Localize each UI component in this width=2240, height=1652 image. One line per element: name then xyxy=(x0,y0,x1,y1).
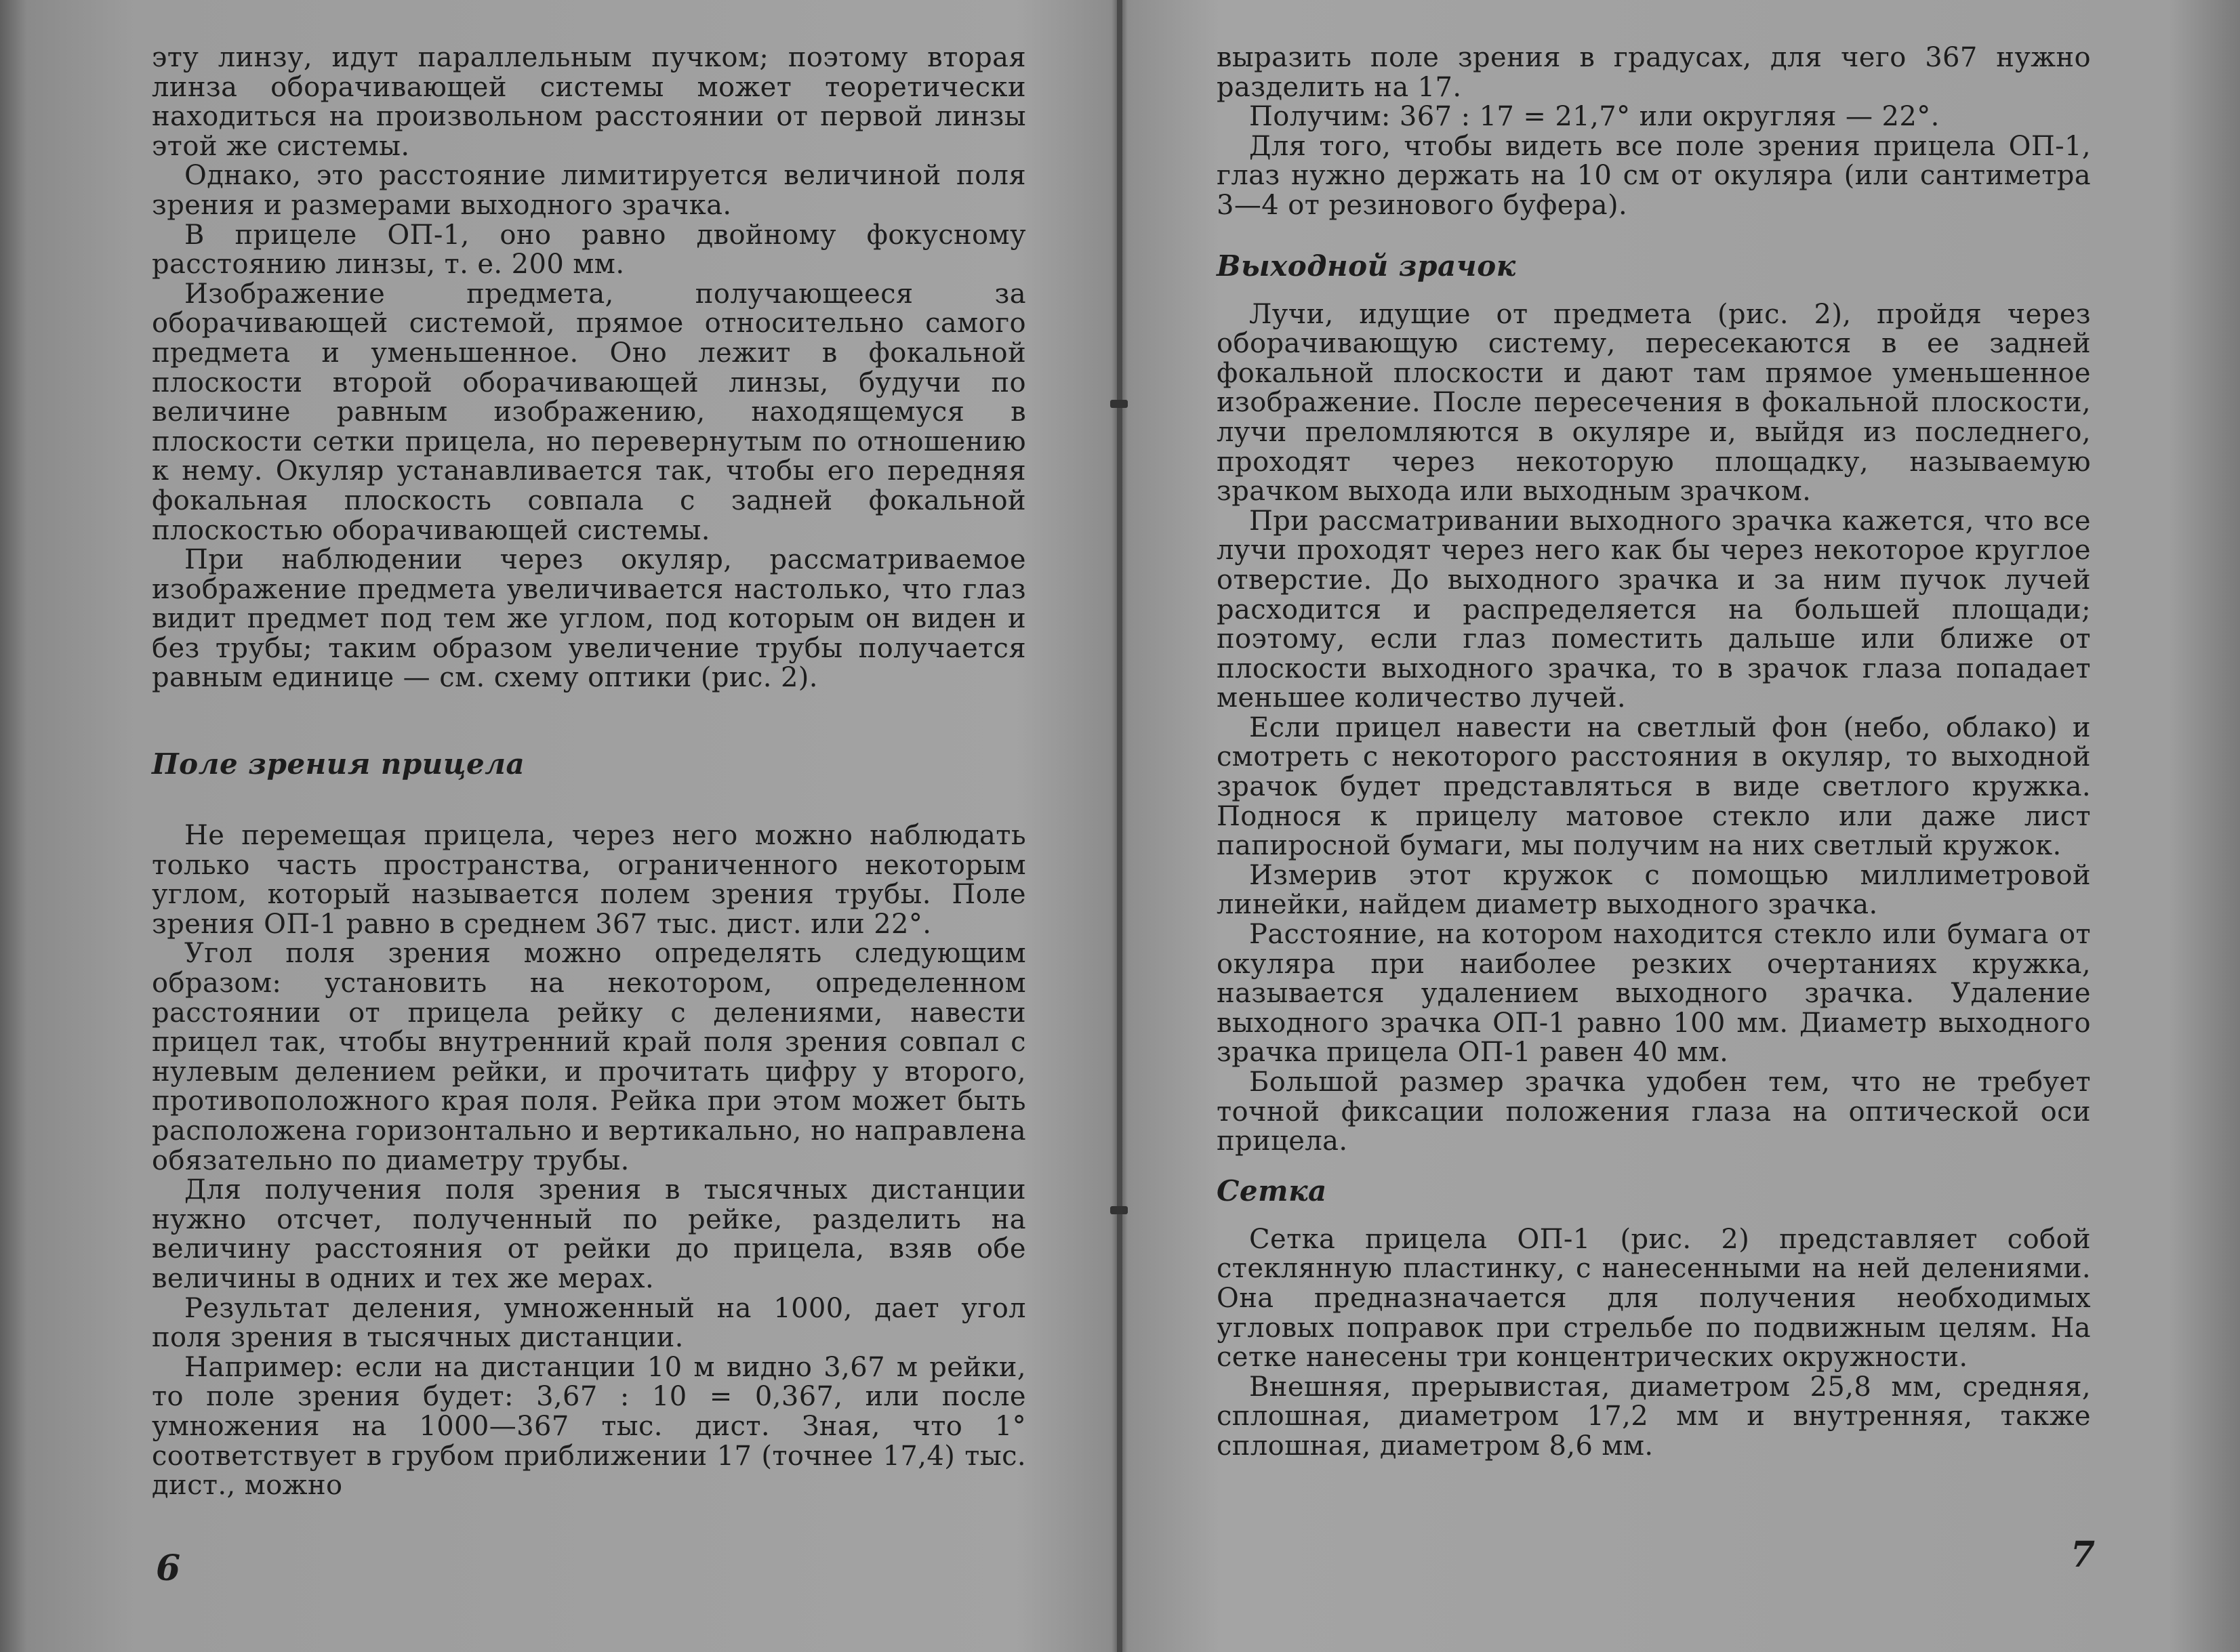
paragraph: Измерив этот кружок с помощью миллиметровой линейки, найдем диаметр выходного зрачка. xyxy=(1217,859,2091,921)
paragraph: Для получения поля зрения в тысячных дистанции нужно отсчет, полученный по рейке, разделить на величину расстояния от рейки до прицела, взяв обе величины в одних и тех же мерах. xyxy=(152,1174,1026,1294)
right-top-text xyxy=(1217,43,2091,221)
paragraph: Однако, это расстояние лимитируется величиной поля зрения и размерами выходного зрачка. xyxy=(152,160,1026,221)
left-section xyxy=(152,747,1026,1501)
paragraph: Расстояние, на котором находится стекло или бумага от окуляра при наиболее резких очертаниях кружка, называется удалением выходного зрачка. Удаление выходного зрачка ОП-1 равно 100 мм. Диаметр выходного зрачка прицела ОП-1 равен 40 мм. xyxy=(1217,919,2091,1069)
section-heading: Сетка xyxy=(1217,1174,1327,1207)
right-section-reticle xyxy=(1217,1174,2091,1462)
paragraph: Лучи, идущие от предмета (рис. 2), пройдя через оборачивающую систему, пересекаются в ее задней фокальной плоскости и дают там прямое уменьшенное изображение. После пересечения в фокальной плоскости, лучи преломляются в окуляре и, выйдя из последнего, проходят через некоторую площадку, называемую зрачком выхода или выходным зрачком. xyxy=(1217,298,2091,508)
paragraph: Для того, чтобы видеть все поле зрения прицела ОП-1, глаз нужно держать на 10 см от окуляра (или сантиметра 3—4 от резинового буфера). xyxy=(1217,130,2091,221)
page-number: 7 xyxy=(2070,1534,2095,1575)
paragraph: выразить поле зрения в градусах, для чего 367 нужно разделить на 17. xyxy=(1217,42,2091,103)
paragraph: Если прицел навести на светлый фон (небо, облако) и смотреть с некоторого расстояния в окуляр, то выходной зрачок будет представляться в виде светлого кружка. Поднося к прицелу матовое стекло или даже лист папиросной бумаги, мы получим на них светлый кружок. xyxy=(1217,711,2091,862)
left-page xyxy=(152,43,1026,1629)
book-gutter xyxy=(1117,0,1122,1652)
section-heading: Выходной зрачок xyxy=(1217,249,1516,283)
paragraph: Например: если на дистанции 10 м видно 3,67 м рейки, то поле зрения будет: 3,67 : 10 = 0,367, или после умножения на 1000—367 тыс. дист. Зная, что 1° соответствует в грубом приближении 17 (точнее 17,4) тыс. дист., можно xyxy=(152,1351,1026,1502)
paragraph: Сетка прицела ОП-1 (рис. 2) представляет собой стеклянную пластинку, с нанесенными на ней делениями. Она предназначается для получения необходимых угловых поправок при стрельбе по подвижным целям. На сетке нанесены три концентрических окружности. xyxy=(1217,1223,2091,1374)
right-page xyxy=(1217,42,2095,1629)
paragraph: В прицеле ОП-1, оно равно двойному фокусному расстоянию линзы, т. е. 200 мм. xyxy=(152,219,1026,281)
paragraph: Внешняя, прерывистая, диаметром 25,8 мм, средняя, сплошная, диаметром 17,2 мм и внутренняя, также сплошная, диаметром 8,6 мм. xyxy=(1217,1371,2091,1462)
staple xyxy=(1110,400,1128,408)
paragraph: Угол поля зрения можно определять следующим образом: установить на некотором, определенном расстоянии от прицела рейку с делениями, навести прицел так, чтобы внутренний край поля зрения совпал с нулевым делением рейки, и прочитать цифру у второго, противоположного края поля. Рейка при этом может быть расположена горизонтально и вертикально, но направлена обязательно по диаметру трубы. xyxy=(152,938,1026,1176)
paragraph: Получим: 367 : 17 = 21,7° или округляя — 22°. xyxy=(1249,101,1940,133)
right-section-pupil xyxy=(1217,249,2091,1157)
paragraph: Большой размер зрачка удобен тем, что не требует точной фиксации положения глаза на оптической оси прицела. xyxy=(1217,1067,2091,1157)
paragraph: Результат деления, умноженный на 1000, дает угол поля зрения в тысячных дистанции. xyxy=(152,1292,1026,1354)
staple xyxy=(1110,1206,1128,1214)
paragraph: При рассматривании выходного зрачка кажется, что все лучи проходят через него как бы через некоторое круглое отверстие. До выходного зрачка и за ним пучок лучей расходится и распределяется на большей площади; поэтому, если глаз поместить дальше или ближе от плоскости выходного зрачка, то в зрачок глаза попадает меньшее количество лучей. xyxy=(1217,505,2091,714)
left-top-text xyxy=(152,43,1026,693)
page-number: 6 xyxy=(156,1548,181,1589)
paragraph: При наблюдении через окуляр, рассматриваемое изображение предмета увеличивается настолько, что глаз видит предмет под тем же углом, под которым он виден и без трубы; таким образом увеличение трубы получается равным единице — см. схему оптики (рис. 2). xyxy=(152,544,1026,694)
paragraph: эту линзу, идут параллельным пучком; поэтому вторая линза оборачивающей системы может теоретически находиться на произвольном расстоянии от первой линзы этой же системы. xyxy=(152,42,1026,162)
paragraph: Не перемещая прицела, через него можно наблюдать только часть пространства, ограниченного некоторым углом, который называется полем зрения трубы. Поле зрения ОП-1 равно в среднем 367 тыс. дист. или 22°. xyxy=(152,820,1026,940)
section-heading: Поле зрения прицела xyxy=(152,747,525,781)
paragraph: Изображение предмета, получающееся за оборачивающей системой, прямое относительно самого предмета и уменьшенное. Оно лежит в фокальной плоскости второй оборачивающей линзы, будучи по величине равным изображению, находящемуся в плоскости сетки прицела, но перевернутым по отношению к нему. Окуляр устанавливается так, чтобы его передняя фокальная плоскость совпала с задней фокальной плоскостью оборачивающей системы. xyxy=(152,278,1026,546)
